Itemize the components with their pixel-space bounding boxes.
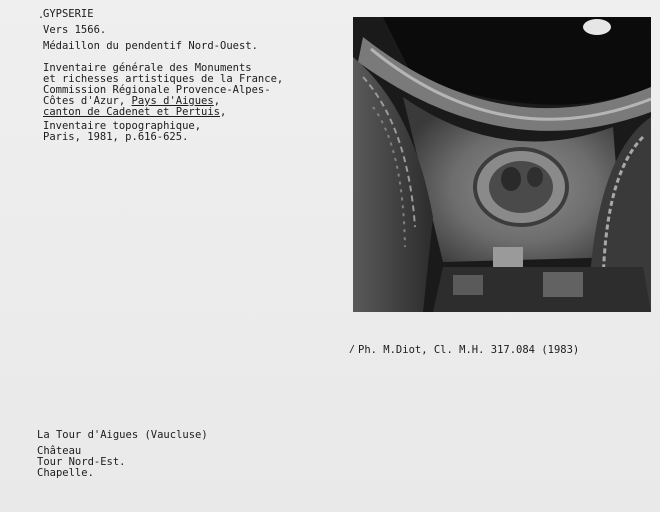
building-line: Château	[37, 445, 82, 457]
inventory-line-3: Commission Régionale Provence-Alpes-	[43, 84, 271, 96]
chapel-vault-photo	[353, 17, 651, 312]
canton-link: canton de Cadenet et Pertuis	[43, 106, 221, 118]
place-line: La Tour d'Aigues (Vaucluse)	[37, 429, 208, 441]
inventory-line-2: et richesses artistiques de la France,	[43, 73, 284, 85]
part-line: Tour Nord-Est.	[37, 456, 126, 468]
inventory-line-1: Inventaire générale des Monuments	[43, 62, 252, 74]
category-label: GYPSERIE	[43, 8, 94, 20]
inventory-line-6: Inventaire topographique,	[43, 120, 202, 132]
photo-image	[353, 17, 651, 312]
region-text: Côtes d'Azur,	[43, 95, 132, 107]
date-line: Vers 1566.	[43, 24, 107, 36]
comma: ,	[220, 106, 227, 118]
comma: ,	[213, 95, 221, 107]
inventory-line-5	[43, 107, 226, 118]
credit-mark: /	[349, 344, 356, 355]
photo-credit: Ph. M.Diot, Cl. M.H. 317.084 (1983)	[358, 344, 580, 356]
pays-aigues-link: Pays d'Aigues	[131, 95, 214, 107]
room-line: Chapelle.	[37, 467, 94, 479]
bullet-mark: .	[38, 10, 45, 21]
subject-line: Médaillon du pendentif Nord-Ouest.	[43, 40, 258, 52]
inventory-line-7: Paris, 1981, p.616-625.	[43, 131, 189, 143]
